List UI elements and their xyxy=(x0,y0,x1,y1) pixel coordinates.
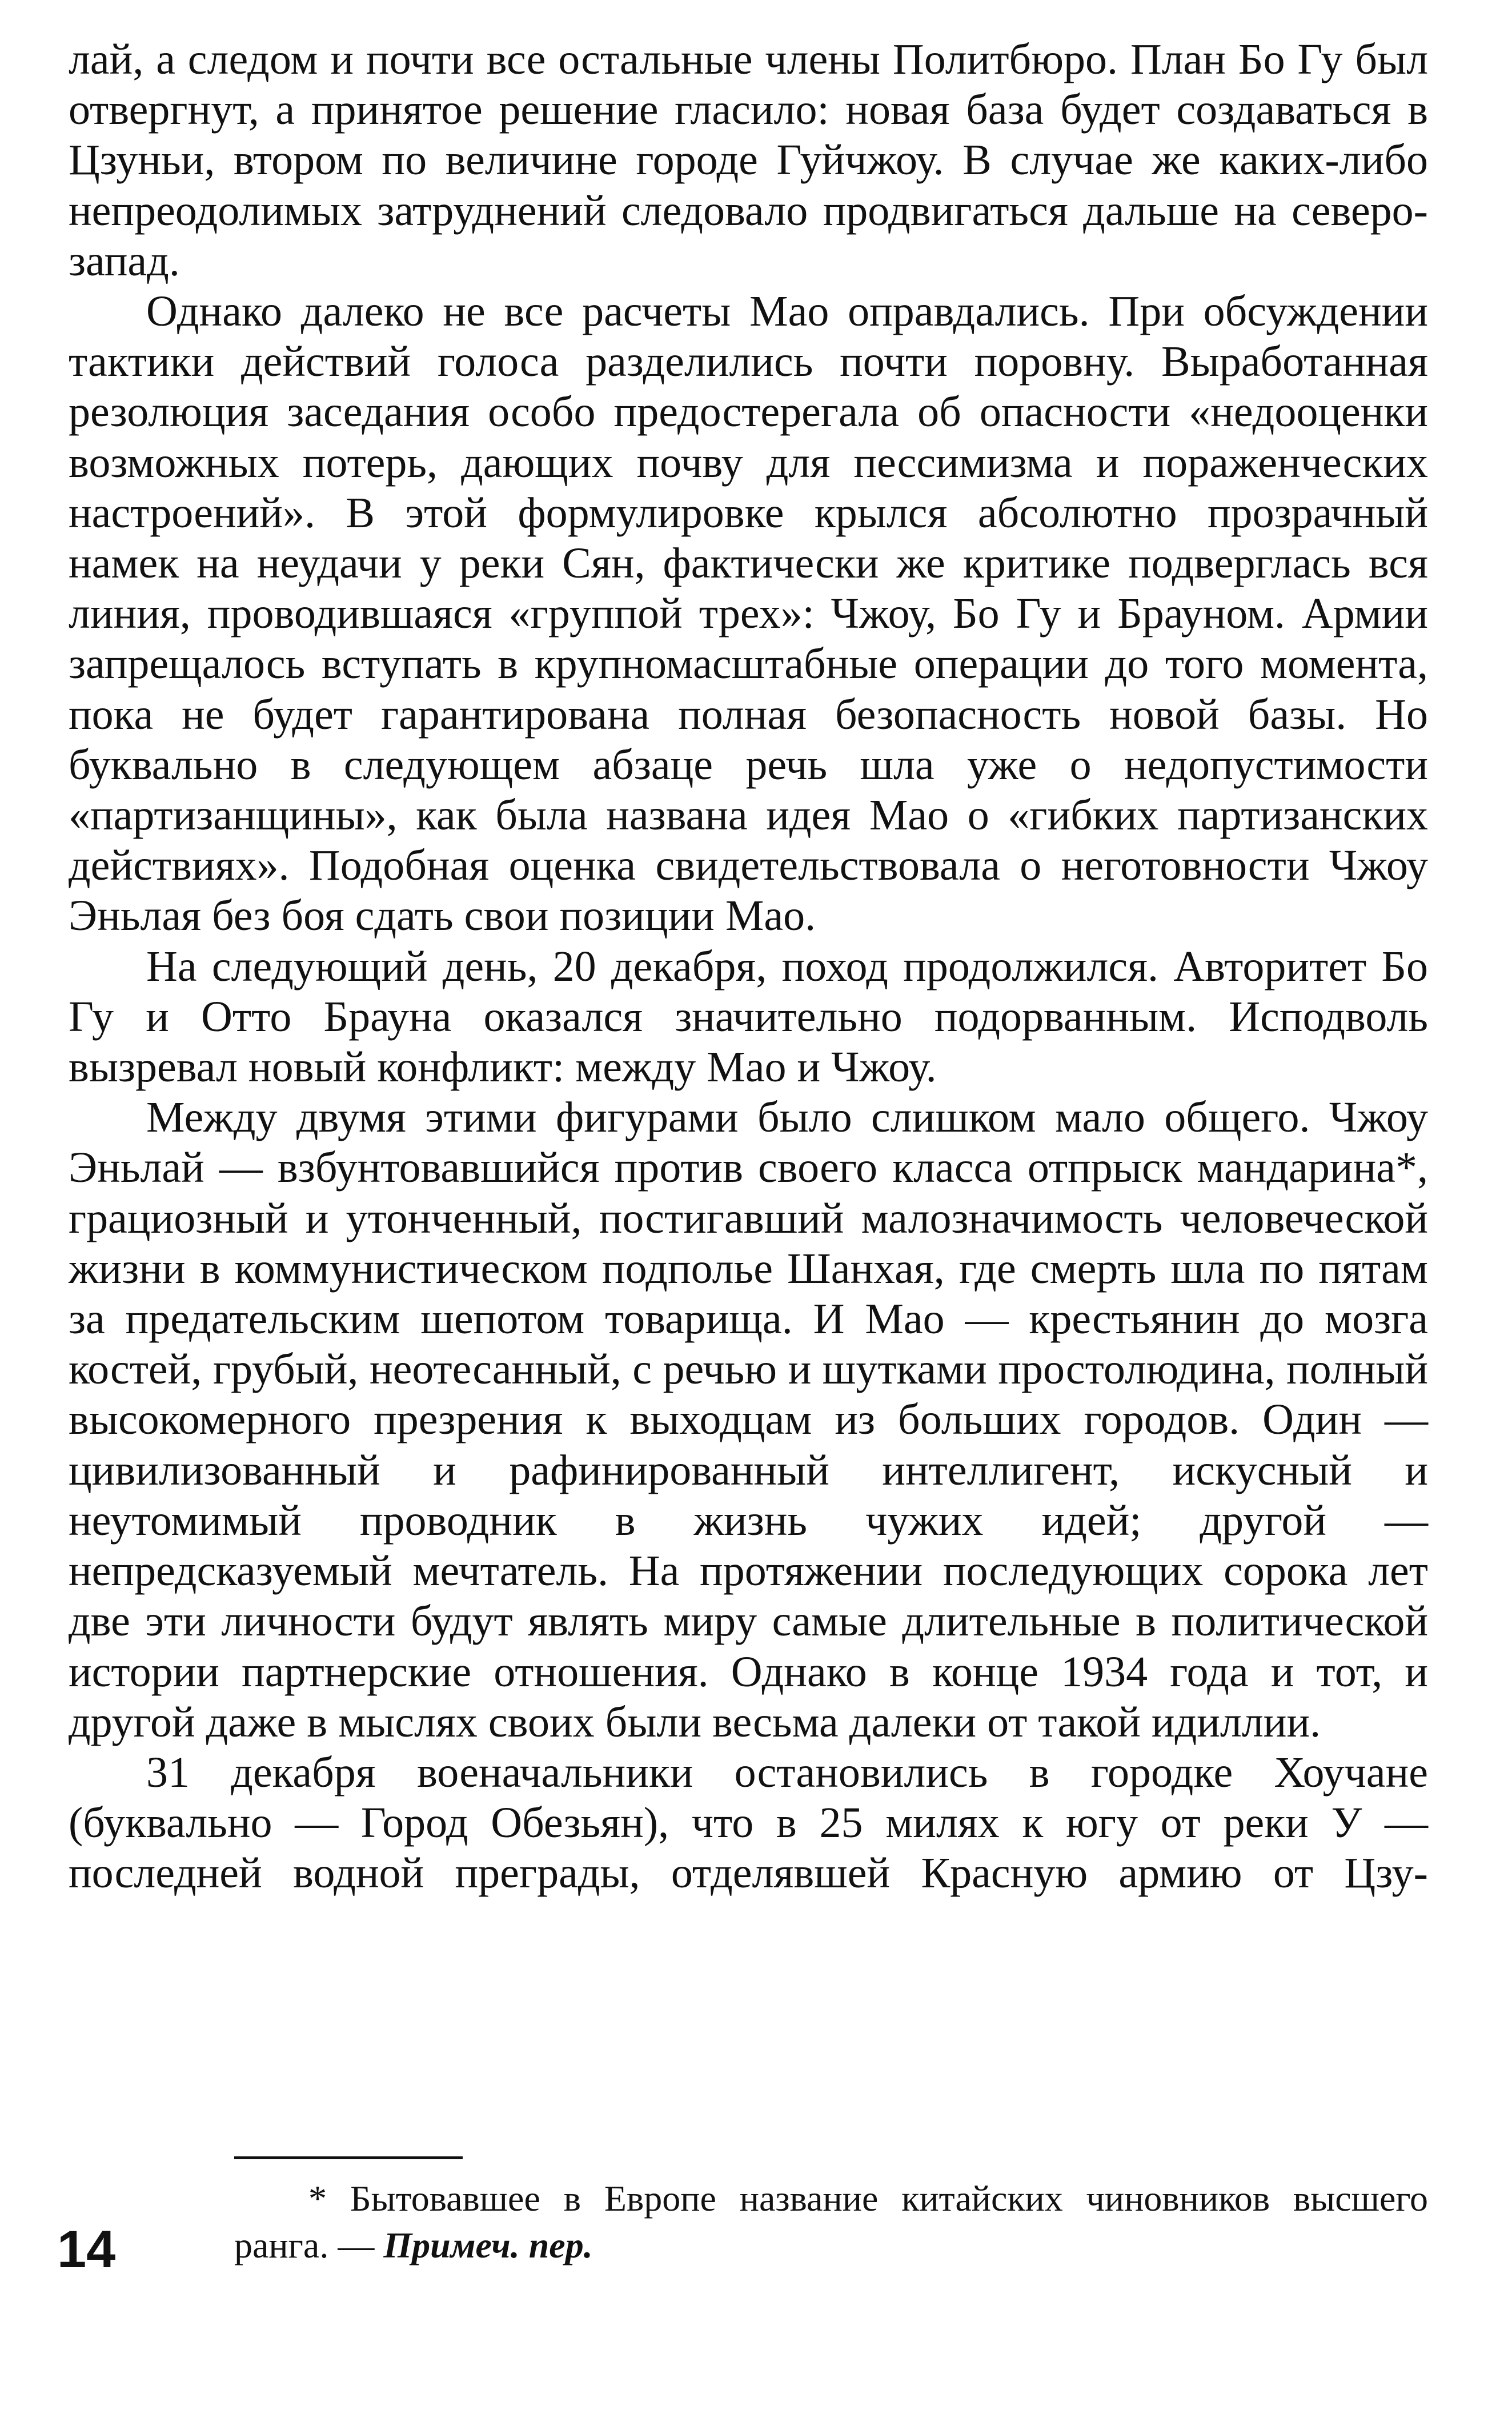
paragraph-1: лай, а следом и почти все остальные члены Политбюро. План Бо Гу был отвергнут, а принятое решение гласило: новая база будет создаваться в Цзуньи, втором по величине городе Гуйчжоу. В случае же каких-либо непреодолимых затруднений следовало продвигаться дальше на северо-запад. xyxy=(69,35,1428,285)
footnote-text: * Бытовавшее в Европе название китайских чиновников высшего ранга. — xyxy=(234,2178,1428,2265)
paragraph-3: На следующий день, 20 декабря, поход продолжился. Авторитет Бо Гу и Отто Брауна оказался значительно подорванным. Исподволь вызревал новый конфликт: между Мао и Чжоу. xyxy=(69,942,1428,1092)
footnote xyxy=(234,2175,1428,2269)
footnote-divider xyxy=(234,2156,463,2159)
paragraph-5: 31 декабря военачальники остановились в городке Хоучане (буквально — Город Обезьян), что в 25 милях к югу от реки У — последней водной преграды, отделявшей Красную армию от Цзу- xyxy=(69,1748,1428,1898)
paragraph-4: Между двумя этими фигурами было слишком мало общего. Чжоу Эньлай — взбунтовавшийся против своего класса отпрыск мандарина*, грациозный и утонченный, постигавший малозначимость человеческой жизни в коммунистическом подполье Шанхая, где смерть шла по пятам за предательским шепотом товарища. И Мао — крестьянин до мозга костей, грубый, неотесанный, с речью и шутками простолюдина, полный высокомерного презрения к выходцам из больших городов. Один — цивилизованный и рафинированный интеллигент, искусный и неутомимый проводник в жизнь чужих идей; другой — непредсказуемый мечтатель. На протяжении последующих сорока лет две эти личности будут являть миру самые длительные в политической истории партнерские отношения. Однако в конце 1934 года и тот, и другой даже в мыслях своих были весьма далеки от такой идиллии. xyxy=(69,1093,1428,1746)
page-body xyxy=(69,34,1428,1899)
page-number: 14 xyxy=(57,2220,116,2279)
paragraph-2: Однако далеко не все расчеты Мао оправдались. При обсуждении тактики действий голоса разделились почти поровну. Выработанная резолюция заседания особо предостерегала об опасности «недооценки возможных потерь, дающих почву для пессимизма и пораженческих настроений». В этой формулировке крылся абсолютно прозрачный намек на неудачи у реки Сян, фактически же критике подверглась вся линия, проводившаяся «группой трех»: Чжоу, Бо Гу и Брауном. Армии запрещалось вступать в крупномасштабные операции до того момента, пока не будет гарантирована полная безопасность новой базы. Но буквально в следующем абзаце речь шла уже о недопустимости «партизанщины», как была названа идея Мао о «гибких партизанских действиях». Подобная оценка свидетельствовала о неготовности Чжоу Эньлая без боя сдать свои позиции Мао. xyxy=(69,287,1428,940)
footnote-translator-note: Примеч. пер. xyxy=(383,2225,593,2265)
